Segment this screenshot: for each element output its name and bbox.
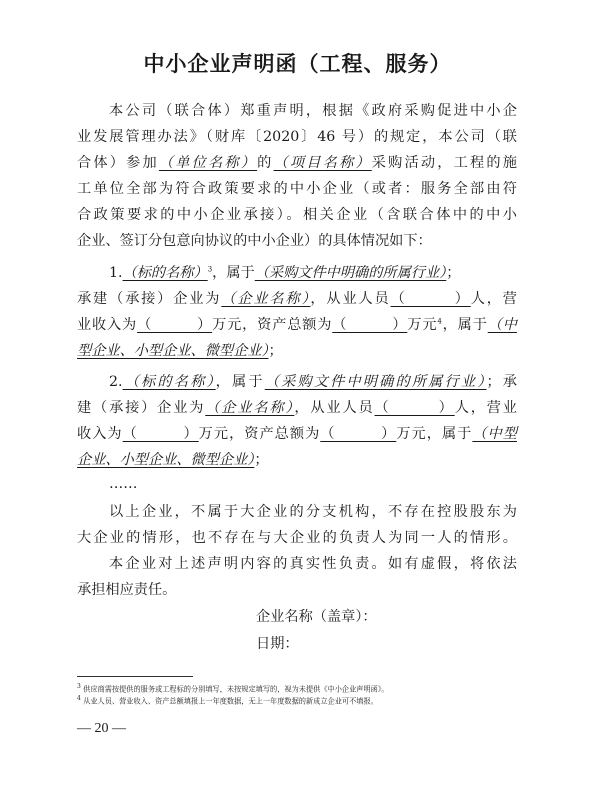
revenue-blank: （ ）	[137, 317, 213, 333]
text-run: ，属于	[212, 265, 255, 281]
document-title: 中小企业声明函（工程、服务）	[143, 52, 452, 76]
ellipsis: ……	[109, 476, 138, 492]
text-run: ，属于	[215, 374, 265, 390]
footnote-marker: 4	[77, 695, 81, 702]
staff-count-blank: （ ）	[390, 291, 471, 307]
subject-name-blank: （标的名称）	[122, 374, 216, 390]
enterprise-type-blank: （中型	[472, 426, 517, 442]
footnote-divider	[77, 676, 193, 677]
item-number: 2.	[109, 374, 123, 390]
footnote-3	[77, 683, 389, 694]
industry-blank: （采购文件中明确的所属行业）	[264, 374, 487, 390]
project-name-blank: （项目名称）	[273, 155, 372, 171]
item-2-line	[77, 423, 517, 449]
text-run: ，从业人员	[294, 400, 375, 416]
paragraph-line: 业发展管理办法》（财库〔2020〕46 号）的规定，本公司（联	[77, 129, 517, 145]
company-name-blank: （企业名称）	[205, 400, 295, 416]
paragraph-line	[77, 152, 517, 178]
text-run: ；承	[486, 374, 517, 390]
footnote-marker: 3	[207, 265, 213, 274]
footnote-marker: 4	[437, 317, 442, 326]
text-run: ，属于	[441, 317, 488, 333]
text-run: 建（承接）企业为	[77, 400, 206, 416]
text-run: 合体）参加	[77, 155, 159, 171]
text-run: 万元，资产总额为	[212, 317, 333, 333]
item-1-line	[109, 262, 517, 288]
text-run: 人，营业	[454, 400, 517, 416]
item-1-line	[77, 314, 517, 340]
text-run: 人，营	[470, 291, 517, 307]
item-1-line	[77, 288, 517, 314]
text-run: ；	[254, 452, 269, 468]
enterprise-type-blank: 企业、小型企业、微型企业）	[77, 452, 255, 468]
text-run: 收入为	[77, 426, 123, 442]
item-1-line	[77, 340, 517, 366]
assets-blank: （ ）	[332, 317, 408, 333]
item-number: 1.	[109, 265, 123, 281]
footnote-text: 从业人员、营业收入、资产总额填报上一年度数据，无上一年度数据的新成立企业可不填报。	[83, 696, 378, 706]
item-2-line	[77, 449, 517, 475]
page-number: — 20 —	[77, 721, 126, 736]
text-run: 万元，属于	[396, 426, 473, 442]
unit-name-blank: （单位名称）	[158, 155, 258, 171]
text-run: ，从业人员	[310, 291, 391, 307]
footnote-text: 供应商需按提供的服务或工程标的分别填写，未按规定填写的，视为未提供《中小企业声明函》。	[83, 684, 389, 694]
revenue-blank: （ ）	[122, 426, 199, 442]
company-name-blank: （企业名称）	[221, 291, 311, 307]
date-label: 日期：	[256, 636, 299, 652]
paragraph-line: 本公司（联合体）郑重声明，根据《政府采购促进中小企	[109, 103, 517, 119]
footnote-4	[77, 695, 378, 706]
text-run: 采购活动，工程的施	[371, 155, 517, 171]
enterprise-type-blank: 型企业、小型企业、微型企业）	[77, 343, 269, 359]
item-2-line	[77, 397, 517, 423]
paragraph-line: 工单位全部为符合政策要求的中小企业（或者：服务全部由符	[77, 181, 517, 197]
assets-blank: （ ）	[320, 426, 397, 442]
text-run: 承建（承接）企业为	[77, 291, 222, 307]
text-run: ；	[268, 343, 283, 359]
item-2-line	[109, 371, 517, 397]
company-seal-label: 企业名称（盖章）：	[256, 609, 377, 625]
text-run: 业收入为	[77, 317, 138, 333]
industry-blank: （采购文件中明确的所属行业）	[254, 265, 447, 281]
subject-name-blank: （标的名称）	[122, 265, 208, 281]
paragraph-line: 企业、签订分包意向协议的中小企业）的具体情况如下：	[77, 233, 432, 249]
paragraph-line: 合政策要求的中小企业承接）。相关企业（含联合体中的中小	[77, 207, 517, 223]
text-run: 的	[257, 155, 274, 171]
paragraph-line: 承担相应责任。	[77, 582, 177, 598]
text-run: ；	[446, 265, 461, 281]
enterprise-type-blank: （中	[487, 317, 517, 333]
paragraph-line: 以上企业，不属于大企业的分支机构，不存在控股股东为	[109, 504, 517, 520]
paragraph-line: 本企业对上述声明内容的真实性负责。如有虚假，将依法	[109, 556, 517, 572]
staff-count-blank: （ ）	[374, 400, 455, 416]
text-run: 万元，资产总额为	[198, 426, 321, 442]
text-run: 万元	[407, 317, 438, 333]
footnote-marker: 3	[77, 683, 81, 690]
paragraph-line: 大企业的情形，也不存在与大企业的负责人为同一人的情形。	[77, 530, 517, 546]
